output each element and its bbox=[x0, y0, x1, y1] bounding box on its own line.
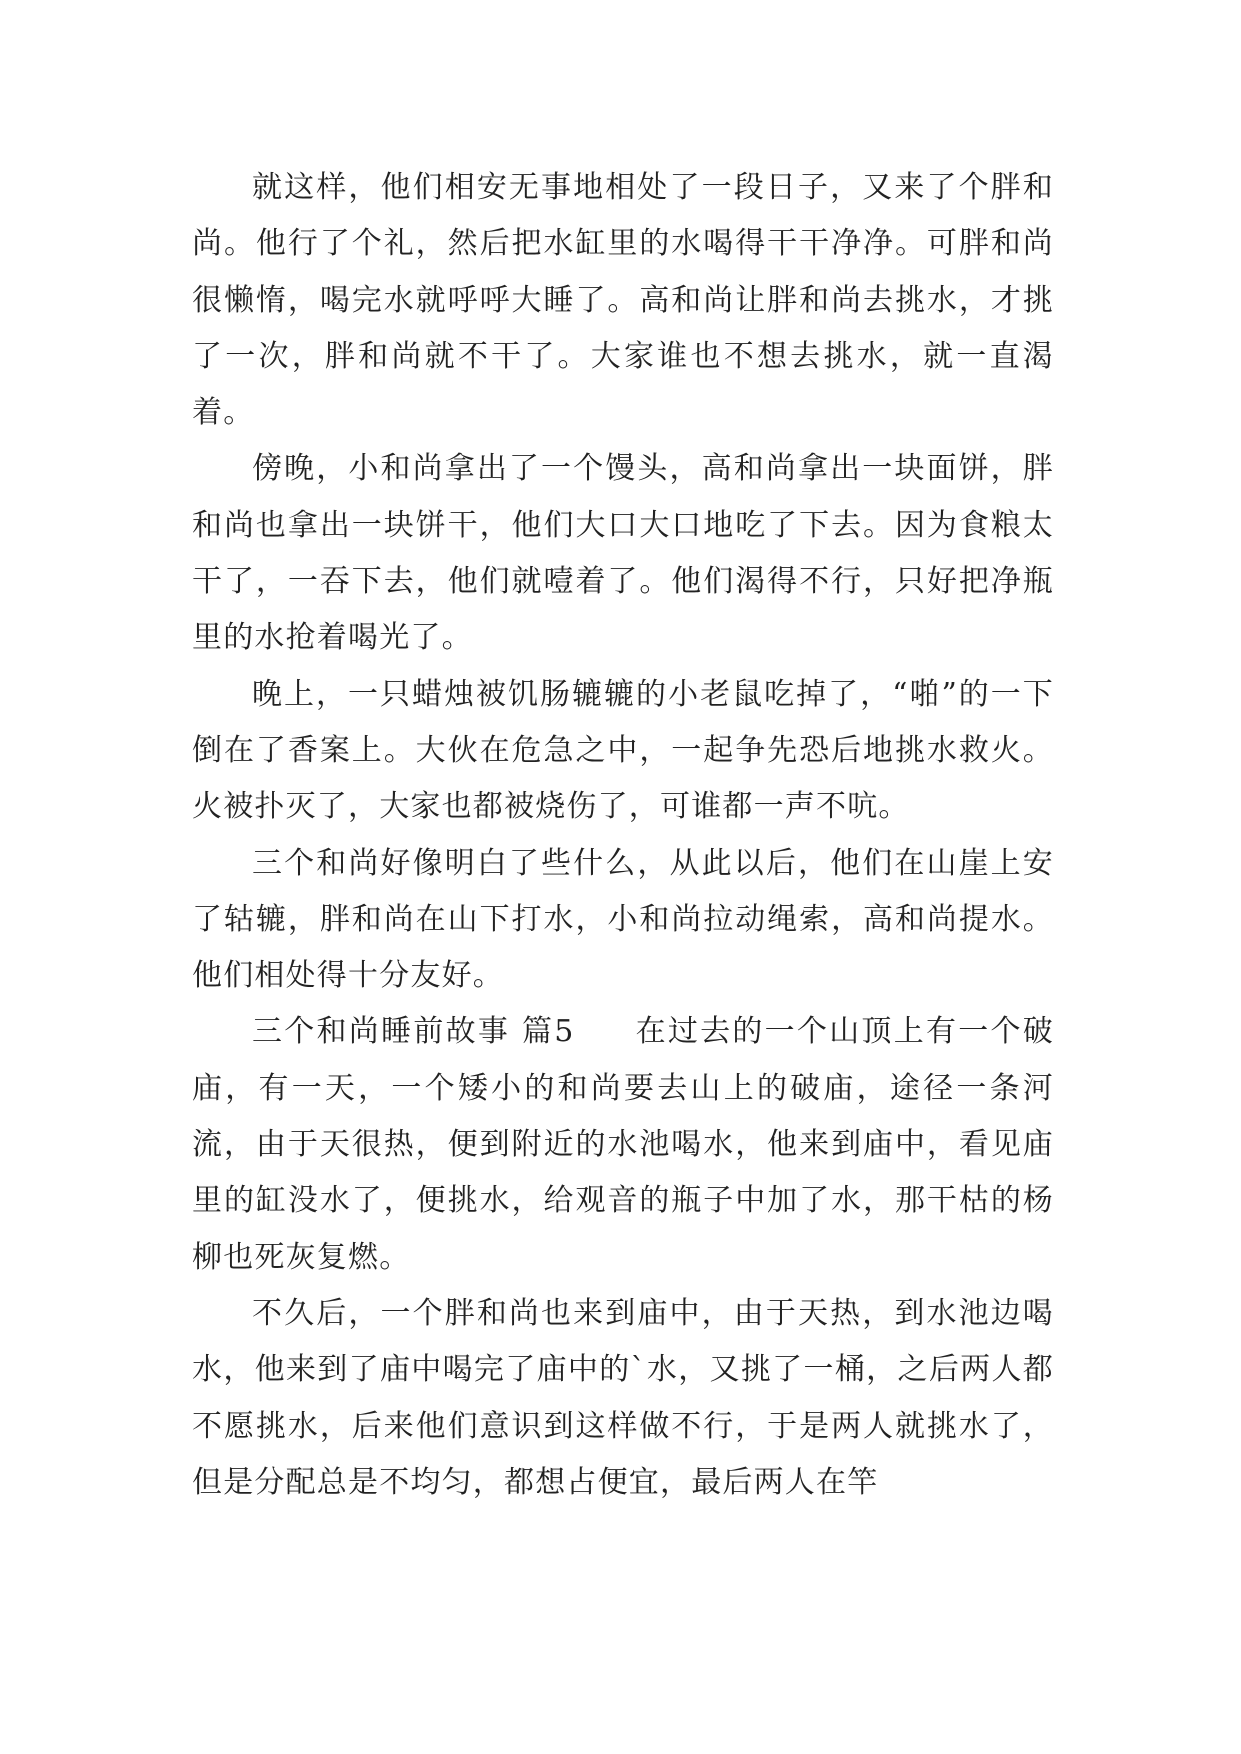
paragraph-evening-meal: 傍晚，小和尚拿出了一个馒头，高和尚拿出一块面饼，胖和尚也拿出一块饼干，他们大口大口地吃了下去。因为食粮太干了，一吞下去，他们就噎着了。他们渴得不行，只好把净瓶里的水抢着喝光了。 bbox=[192, 451, 1054, 656]
paragraph-cooperation: 三个和尚好像明白了些什么，从此以后，他们在山崖上安了轱辘，胖和尚在山下打水，小和尚拉动绳索，高和尚提水。他们相处得十分友好。 bbox=[192, 845, 1054, 994]
section-first-paragraph: 在过去的一个山顶上有一个破庙，有一天，一个矮小的和尚要去山上的破庙，途径一条河流，由于天很热，便到附近的水池喝水，他来到庙中，看见庙里的缸没水了，便挑水，给观音的瓶子中加了水，那干枯的杨柳也死灰复燃。 bbox=[192, 1014, 1054, 1275]
document-page bbox=[192, 160, 1054, 1511]
paragraph-candle-fire: 晚上，一只蜡烛被饥肠辘辘的小老鼠吃掉了，“啪”的一下倒在了香案上。大伙在危急之中，一起争先恐后地挑水救火。火被扑灭了，大家也都被烧伤了，可谁都一声不吭。 bbox=[192, 676, 1054, 825]
paragraph-fat-monk-arrives: 就这样，他们相安无事地相处了一段日子，又来了个胖和尚。他行了个礼，然后把水缸里的水喝得干干净净。可胖和尚很懒惰，喝完水就呼呼大睡了。高和尚让胖和尚去挑水，才挑了一次，胖和尚就不干了。大家谁也不想去挑水，就一直渴着。 bbox=[192, 170, 1054, 431]
section-title: 三个和尚睡前故事 篇5 bbox=[252, 1014, 575, 1050]
paragraph-two-monks: 不久后，一个胖和尚也来到庙中，由于天热，到水池边喝水，他来到了庙中喝完了庙中的`水，又挑了一桶，之后两人都不愿挑水，后来他们意识到这样做不行，于是两人就挑水了，但是分配总是不均匀，都想占便宜，最后两人在竿 bbox=[192, 1295, 1054, 1500]
paragraph-section-5 bbox=[192, 1004, 1054, 1285]
